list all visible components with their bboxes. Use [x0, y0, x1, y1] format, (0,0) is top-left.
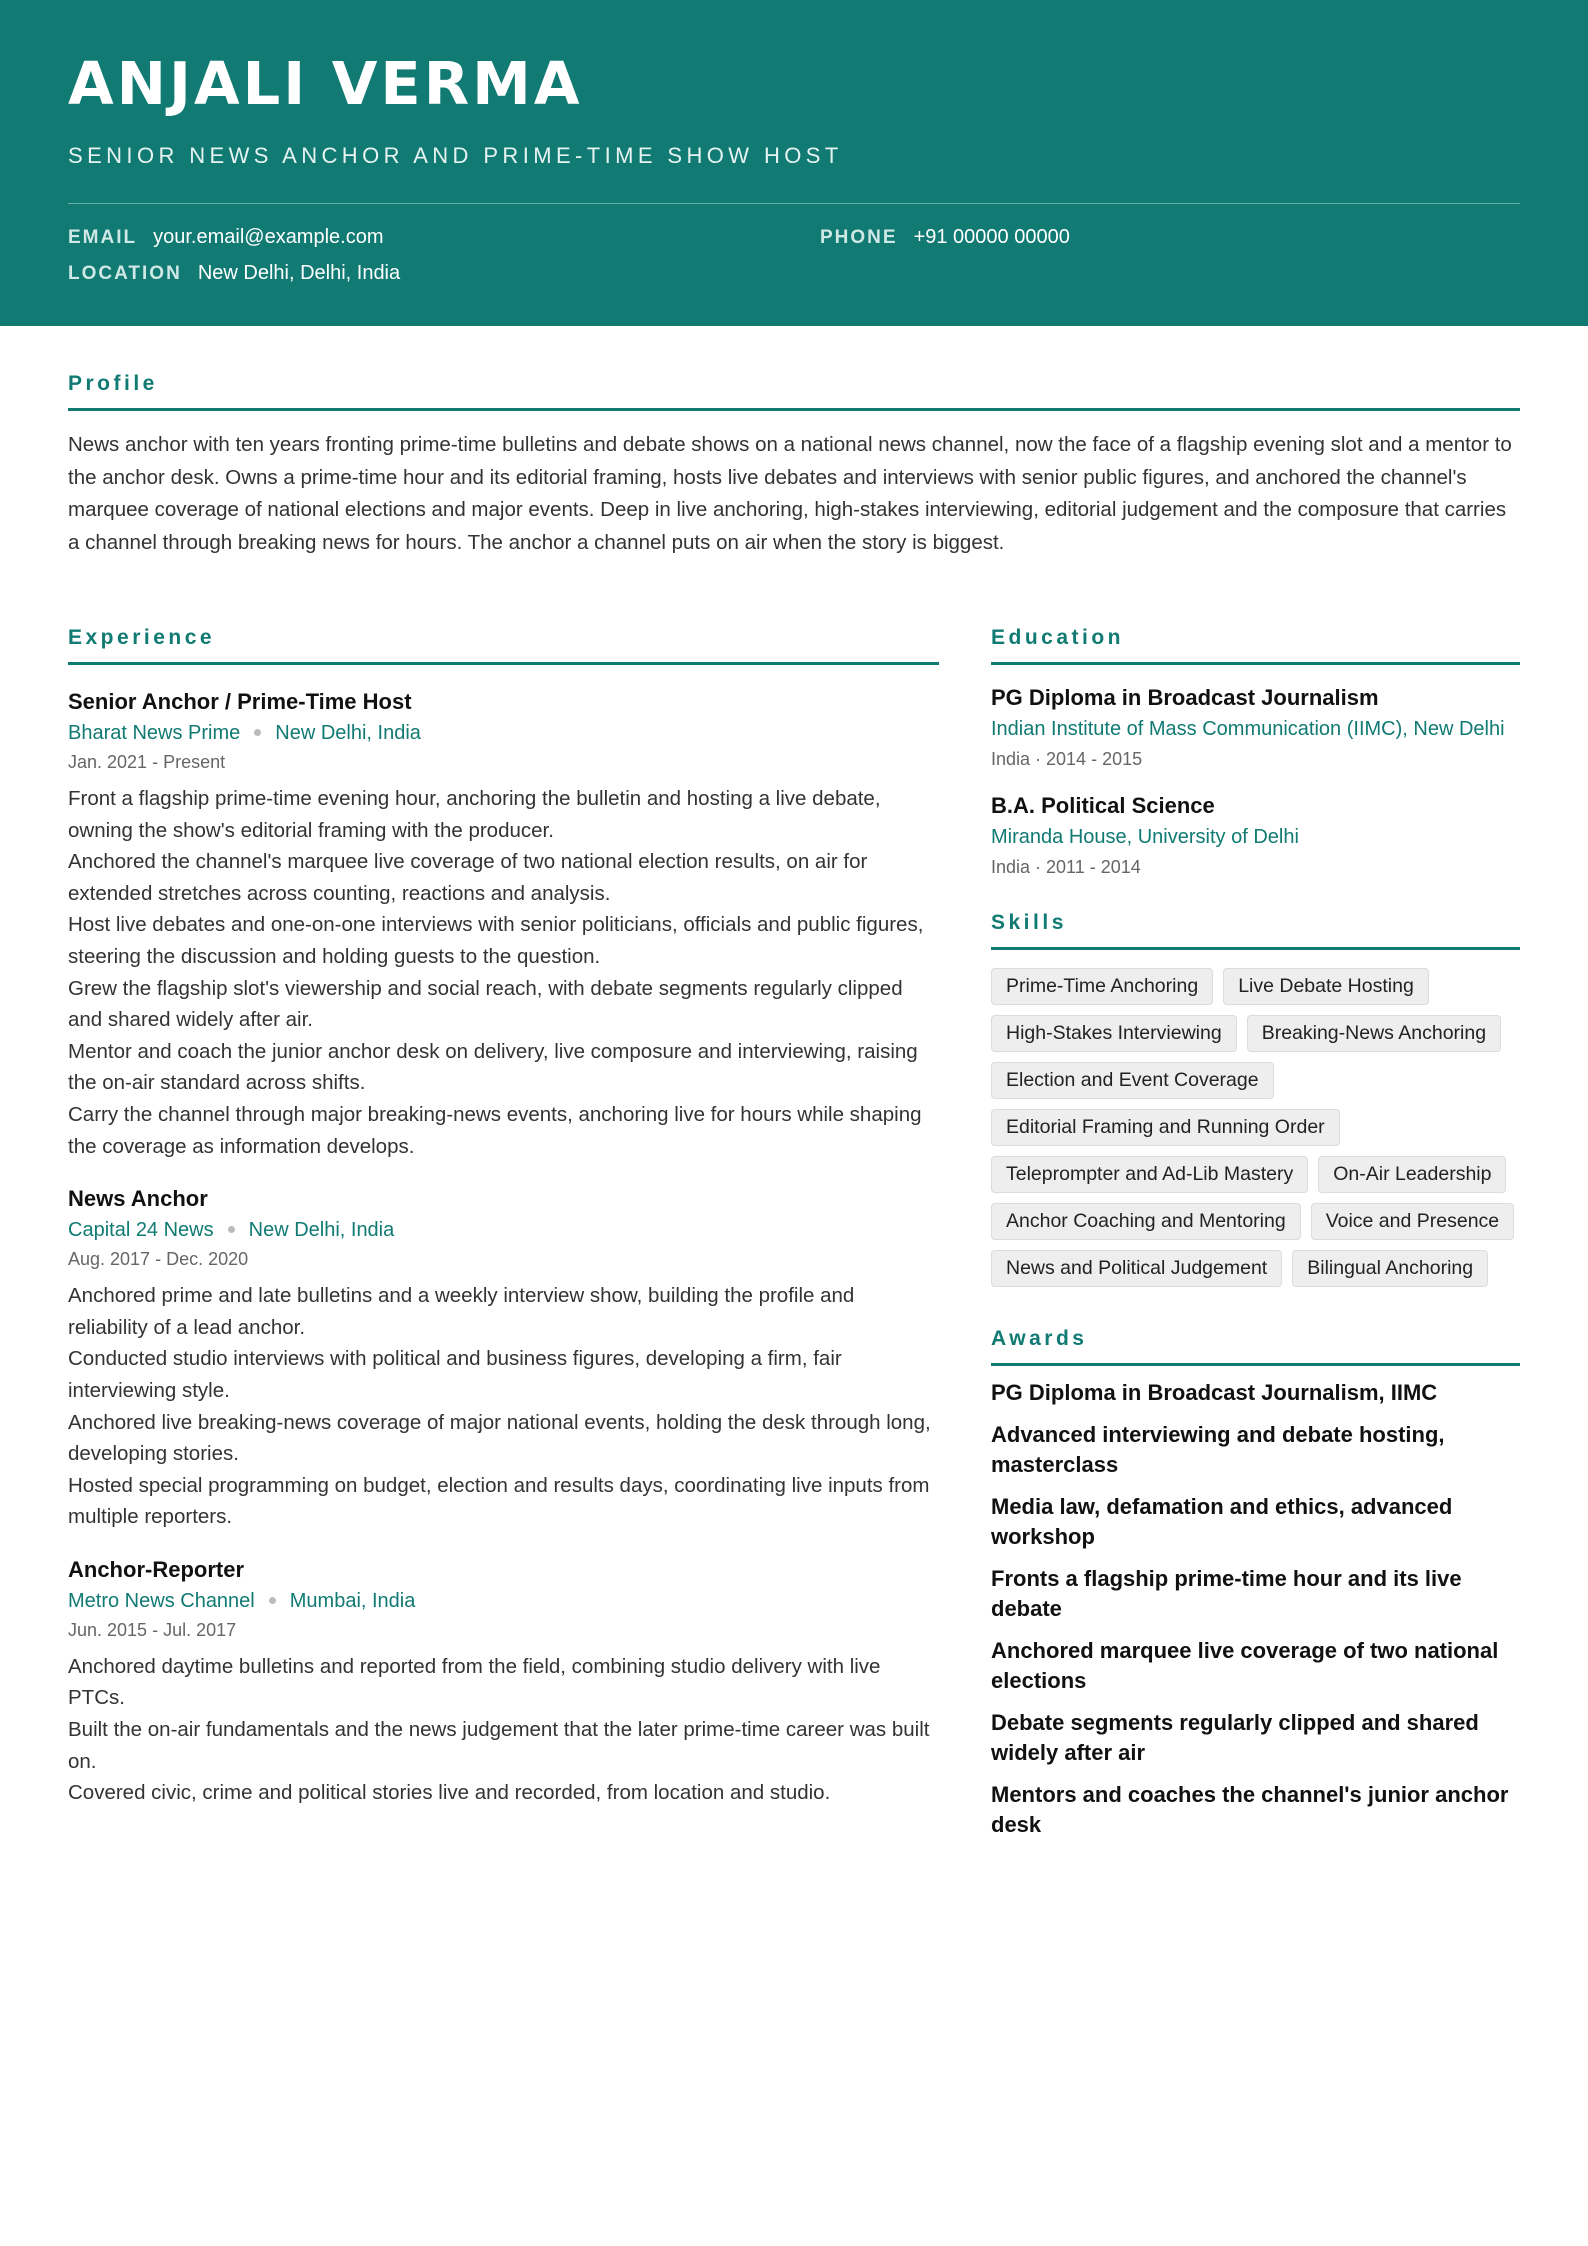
education-school: Miranda House, University of Delhi — [991, 826, 1299, 848]
experience-item — [68, 1184, 939, 1533]
left-column — [68, 626, 939, 1809]
candidate-name: ANJALI VERMA — [68, 49, 583, 118]
location-label: LOCATION — [68, 263, 182, 284]
skill-tag: Election and Event Coverage — [991, 1062, 1274, 1099]
education-item — [991, 683, 1520, 773]
contact-phone — [820, 226, 1070, 249]
job-bullets — [68, 1651, 939, 1809]
job-bullet: Built the on-air fundamentals and the news judgement that the later prime-time career was built on. — [68, 1718, 930, 1773]
skill-tag: News and Political Judgement — [991, 1250, 1282, 1287]
job-location: New Delhi, India — [248, 1219, 395, 1242]
job-bullet: Anchored prime and late bulletins and a weekly interview show, building the profile and reliability of a lead anchor. — [68, 1284, 855, 1339]
separator-dot-icon — [254, 729, 261, 736]
right-column — [991, 626, 1520, 1840]
job-meta — [68, 1214, 939, 1246]
resume-header — [0, 0, 1588, 326]
job-bullets — [68, 783, 939, 1162]
job-bullet: Anchored the channel's marquee live coverage of two national election results, on air for extended stretches across counting, reactions and analysis. — [68, 850, 868, 905]
award-item: Media law, defamation and ethics, advanced workshop — [991, 1494, 1453, 1549]
skill-tag: Prime-Time Anchoring — [991, 968, 1213, 1005]
awards-heading: Awards — [991, 1327, 1520, 1366]
job-location: New Delhi, India — [275, 722, 421, 744]
skill-tag: High-Stakes Interviewing — [991, 1015, 1237, 1052]
job-bullet: Mentor and coach the junior anchor desk on delivery, live composure and interviewing, raising the on-air standard across shifts. — [68, 1039, 918, 1095]
award-item: Mentors and coaches the channel's junior anchor desk — [991, 1782, 1509, 1837]
education-heading: Education — [991, 626, 1520, 665]
job-dates: Jun. 2015 - Jul. 2017 — [68, 1619, 237, 1640]
candidate-title: SENIOR NEWS ANCHOR AND PRIME-TIME SHOW HOST — [68, 143, 843, 168]
job-company: Bharat News Prime — [68, 722, 241, 744]
skill-tag: On-Air Leadership — [1318, 1156, 1506, 1193]
location-value: New Delhi, Delhi, India — [197, 262, 401, 284]
award-item: Advanced interviewing and debate hosting, masterclass — [991, 1422, 1445, 1477]
education-degree: PG Diploma in Broadcast Journalism — [991, 685, 1379, 710]
email-label: EMAIL — [68, 227, 138, 248]
job-bullet: Anchored daytime bulletins and reported from the field, combining studio delivery with live PTCs. — [68, 1654, 881, 1710]
award-item: Fronts a flagship prime-time hour and its live debate — [991, 1566, 1462, 1621]
skill-tag: Editorial Framing and Running Order — [991, 1109, 1340, 1146]
experience-item — [68, 1555, 939, 1809]
skill-tag: Live Debate Hosting — [1223, 968, 1429, 1005]
job-dates: Jan. 2021 - Present — [68, 752, 226, 772]
profile-section — [68, 372, 1520, 559]
contact-location — [68, 262, 400, 285]
profile-heading: Profile — [68, 372, 1520, 411]
education-info: India · 2014 - 2015 — [991, 749, 1143, 769]
experience-item — [68, 687, 939, 1162]
separator-dot-icon — [228, 1226, 235, 1233]
job-bullet: Carry the channel through major breaking-news events, anchoring live for hours while shaping the coverage as information develops. — [68, 1102, 922, 1158]
job-bullet: Front a flagship prime-time evening hour, anchoring the bulletin and hosting a live debate, owning the show's editorial framing with the producer. — [68, 787, 881, 842]
separator-dot-icon — [269, 1597, 276, 1604]
award-item: Anchored marquee live coverage of two national elections — [991, 1638, 1499, 1693]
contact-email — [68, 226, 384, 249]
job-company: Capital 24 News — [68, 1219, 214, 1242]
job-dates: Aug. 2017 - Dec. 2020 — [68, 1249, 249, 1270]
awards-list — [991, 1378, 1520, 1840]
job-bullet: Hosted special programming on budget, election and results days, coordinating live inputs from multiple reporters. — [68, 1473, 930, 1529]
skill-tag: Voice and Presence — [1311, 1203, 1514, 1240]
job-title: Senior Anchor / Prime-Time Host — [68, 689, 412, 714]
job-title: News Anchor — [68, 1186, 208, 1212]
experience-heading: Experience — [68, 626, 939, 665]
phone-label: PHONE — [820, 227, 898, 248]
job-bullet: Grew the flagship slot's viewership and social reach, with debate segments regularly clipped and shared widely after air. — [68, 976, 903, 1032]
job-meta — [68, 1585, 939, 1617]
job-title: Anchor-Reporter — [68, 1556, 245, 1582]
phone-value[interactable]: +91 00000 00000 — [913, 226, 1070, 248]
job-bullet: Anchored live breaking-news coverage of major national events, holding the desk through long, developing stories. — [68, 1410, 931, 1466]
job-bullet: Covered civic, crime and political stories live and recorded, from location and studio. — [68, 1781, 831, 1805]
email-value[interactable]: your.email@example.com — [153, 226, 384, 248]
job-company: Metro News Channel — [68, 1589, 255, 1612]
education-degree: B.A. Political Science — [991, 793, 1215, 818]
award-item: PG Diploma in Broadcast Journalism, IIMC — [991, 1380, 1438, 1405]
contact-info — [68, 226, 1520, 306]
profile-text: News anchor with ten years fronting prime-time bulletins and debate shows on a national news channel, now the face of a flagship evening slot and a mentor to the anchor desk. Owns a prime-time hour and its editorial framing, hosts live debates and interviews with senior public figures, and anchored the channel's marquee coverage of national elections and major events. Deep in live anchoring, high-stakes interviewing, editorial judgement and the composure that carries a channel through breaking news for hours. The anchor a channel puts on air when the story is biggest. — [68, 433, 1512, 554]
skills-section — [991, 911, 1520, 1287]
header-divider — [68, 203, 1520, 204]
job-bullet: Conducted studio interviews with political and business figures, developing a firm, fair interviewing style. — [68, 1347, 842, 1402]
education-item — [991, 791, 1520, 881]
job-location: Mumbai, India — [289, 1589, 416, 1612]
awards-section — [991, 1327, 1520, 1840]
skill-tag: Breaking-News Anchoring — [1247, 1015, 1501, 1052]
award-item: Debate segments regularly clipped and shared widely after air — [991, 1710, 1479, 1765]
job-bullet: Host live debates and one-on-one interviews with senior politicians, officials and public figures, steering the discussion and holding guests to the question. — [68, 913, 924, 968]
skill-tag: Bilingual Anchoring — [1292, 1250, 1488, 1287]
job-meta — [68, 717, 939, 749]
education-school: Indian Institute of Mass Communication (IIMC), New Delhi — [991, 718, 1505, 740]
skill-tag: Teleprompter and Ad-Lib Mastery — [991, 1156, 1308, 1193]
education-info: India · 2011 - 2014 — [991, 857, 1141, 877]
job-bullets — [68, 1280, 939, 1533]
skills-heading: Skills — [991, 911, 1520, 950]
skill-tag: Anchor Coaching and Mentoring — [991, 1203, 1301, 1240]
skills-tags — [991, 968, 1520, 1287]
